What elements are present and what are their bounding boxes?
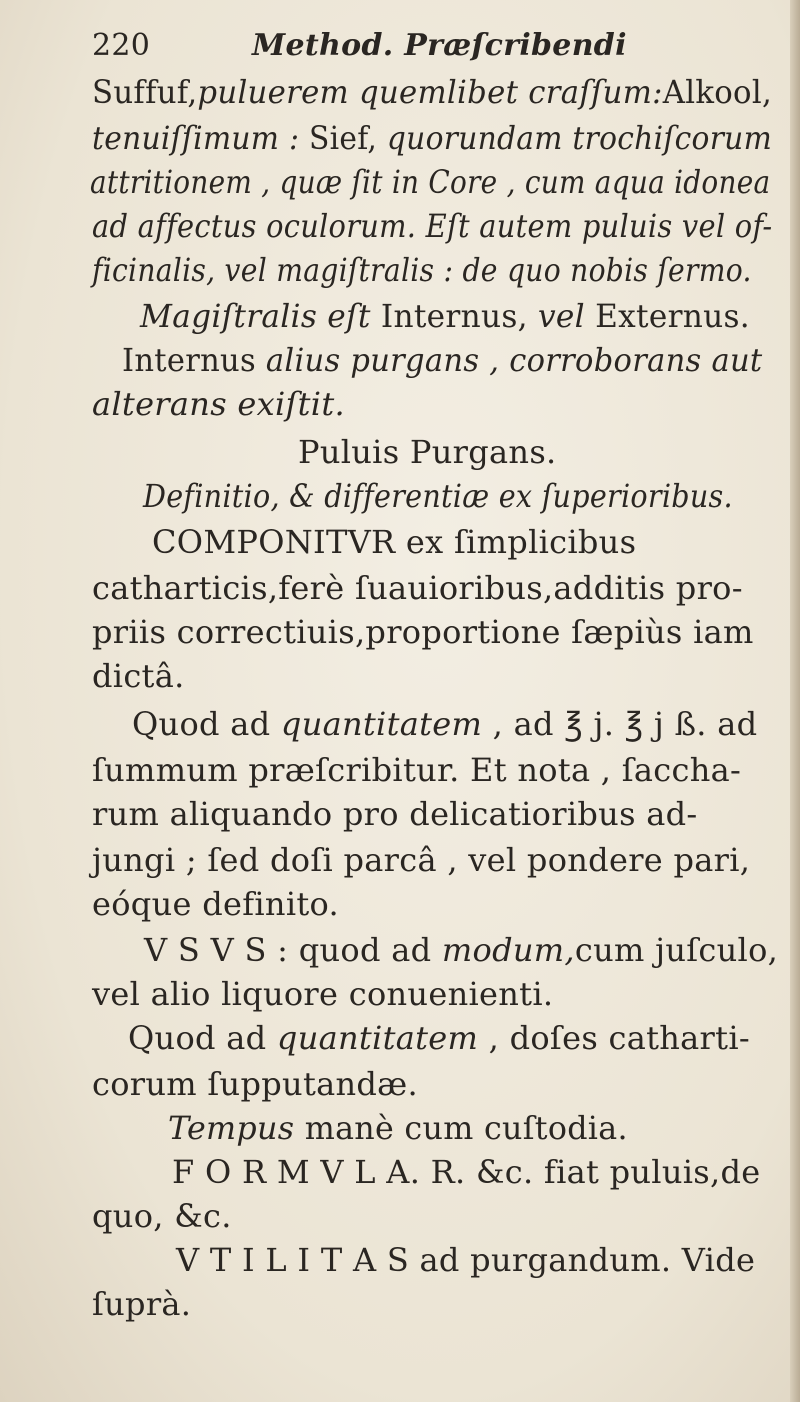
text-line [92, 1284, 191, 1324]
text-line [92, 250, 752, 290]
roman-text-run: vel alio liquore conuenienti. [92, 975, 554, 1013]
italic-text-run: ficinalis, vel magiſtralis : de quo nobis ſermo. [92, 251, 752, 289]
roman-text-run: F O R M V L A. R. &c. fiat puluis,de [172, 1153, 761, 1191]
text-line [168, 1108, 628, 1148]
roman-text-run: Sief, [299, 119, 387, 157]
text-line [122, 340, 762, 380]
roman-text-run: catharticis,ferè ſuauioribus,additis pro- [92, 569, 743, 607]
page-number: 220 [92, 28, 151, 63]
roman-text-run: quo, &c. [92, 1197, 232, 1235]
italic-text-run: quorundam trochiſcorum [386, 119, 773, 157]
italic-text-run: vel [538, 297, 596, 335]
italic-text-run: attritionem , quæ ſit in Core , cum aqua idonea [90, 163, 771, 201]
text-line [92, 1064, 418, 1104]
italic-text-run: alius purgans , corroborans aut [265, 341, 763, 379]
text-line [92, 884, 339, 924]
roman-text-run: corum ſupputandæ. [92, 1065, 419, 1103]
italic-text-run: Tempus [168, 1109, 295, 1147]
text-line [143, 476, 733, 516]
italic-text-run: tenuiſſimum : [92, 119, 300, 157]
roman-text-run: , doſes catharti- [478, 1019, 750, 1057]
text-line [152, 522, 636, 562]
page-gutter [790, 0, 800, 1402]
italic-text-run: Definitio, & differentiæ ex ſuperioribus. [143, 477, 733, 515]
text-line [92, 750, 741, 790]
italic-text-run: Magiſtralis eſt [140, 297, 381, 335]
roman-text-run: rum aliquando pro delicatioribus ad- [92, 795, 698, 833]
italic-text-run: quantitatem [280, 705, 483, 743]
roman-text-run: manè cum cuſtodia. [294, 1109, 628, 1147]
roman-text-run: eóque definito. [92, 885, 339, 923]
roman-text-run: ſummum præſcribitur. Et nota , ſaccha- [92, 751, 742, 789]
text-line [298, 432, 557, 472]
roman-text-run: V T I L I T A S ad purgandum. Vide [176, 1241, 756, 1279]
text-line [92, 118, 772, 158]
text-line [92, 568, 743, 608]
running-title: Method. Præſcribendi [252, 28, 627, 63]
roman-text-run: dictâ. [92, 657, 185, 695]
roman-text-run: priis correctiuis,proportione ſæpiùs iam [92, 613, 754, 651]
italic-text-run: modum, [441, 931, 575, 969]
text-line [90, 162, 770, 202]
text-line [128, 1018, 750, 1058]
roman-text-run: V S V S : quod ad [144, 931, 442, 969]
text-line [92, 72, 772, 112]
text-line [92, 974, 553, 1014]
text-line [92, 384, 345, 424]
text-line [132, 704, 757, 744]
text-line [140, 296, 750, 336]
roman-text-run: Internus [122, 341, 266, 379]
italic-text-run: puluerem quemlibet craſſum: [197, 73, 663, 111]
roman-text-run: Externus. [595, 297, 751, 335]
text-line [92, 206, 772, 246]
roman-text-run: Alkool, [662, 73, 773, 111]
roman-text-run: Quod ad [128, 1019, 277, 1057]
roman-text-run: Puluis Purgans. [298, 433, 557, 471]
roman-text-run: COMPONITVR ex ſimplicibus [152, 523, 637, 561]
text-line [92, 794, 698, 834]
text-line [92, 840, 750, 880]
roman-text-run: Quod ad [132, 705, 281, 743]
roman-text-run: Suffuf, [92, 73, 198, 111]
roman-text-run: , ad ℥ j. ℥ j ß. ad [482, 705, 758, 743]
roman-text-run: ſuprà. [92, 1285, 192, 1323]
text-line [176, 1240, 755, 1280]
text-line [144, 930, 778, 970]
italic-text-run: ad affectus oculorum. Eſt autem puluis vel of- [92, 207, 773, 245]
text-line [92, 612, 754, 652]
roman-text-run: jungi ; ſed doſi parcâ , vel pondere pari, [92, 841, 751, 879]
text-line [92, 656, 185, 696]
text-line [172, 1152, 761, 1192]
italic-text-run: quantitatem [276, 1019, 479, 1057]
roman-text-run: cum juſculo, [574, 931, 779, 969]
roman-text-run: Internus, [380, 297, 539, 335]
italic-text-run: alterans exiſtit. [92, 385, 345, 423]
text-line [92, 1196, 232, 1236]
